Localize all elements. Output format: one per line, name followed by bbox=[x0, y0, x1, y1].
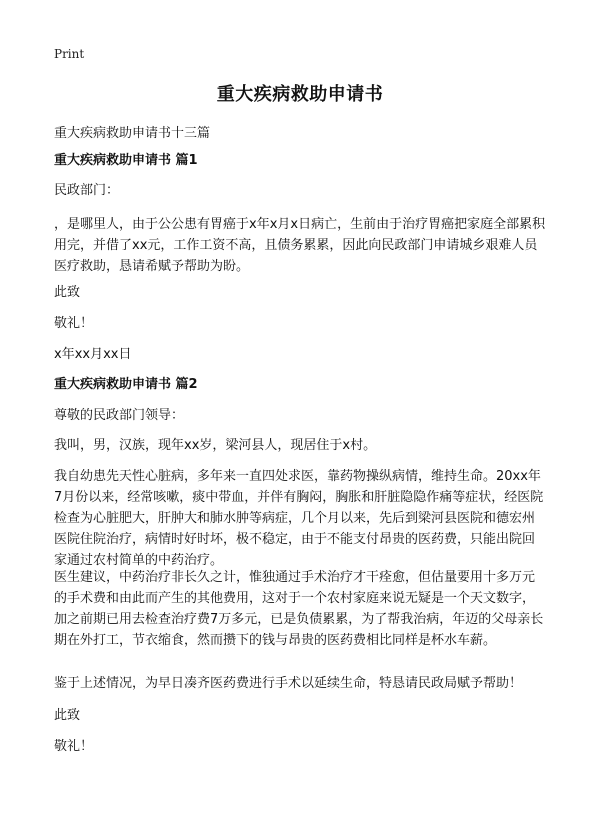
salutation: 民政部门： bbox=[54, 183, 120, 198]
body-paragraph: 医生建议，中药治疗非长久之计，惟独通过手术治疗才干痊愈，但估量要用十多万元的手术费和由此而产生的其他费用，这对于一个农村家庭来说无疑是一个天文数字，加之前期已用去检查治疗费7万多元，已是负债累累，为了帮我治病，年迈的父母亲长期在外打工，节衣缩食，然而攒下的钱与昂贵的医药费相比同样是杯水车薪。 bbox=[54, 570, 544, 648]
regards-text: 敬礼！ bbox=[54, 739, 94, 754]
page-title: 重大疾病救助申请书 bbox=[216, 84, 384, 105]
body-paragraph: ，是哪里人，由于公公患有胃癌于x年x月x日病亡，生前由于治疗胃癌把家庭全部累积用完，并借了xx元，工作工资不高，且债务累累，因此向民政部门申请城乡艰难人员医疗救助，恳请希赋予帮助为盼。 bbox=[54, 217, 546, 274]
date-text: x年xx月xx日 bbox=[54, 347, 132, 362]
document-subtitle: 重大疾病救助申请书十三篇 bbox=[54, 126, 211, 141]
closing-text: 此致 bbox=[54, 285, 81, 300]
section-heading: 重大疾病救助申请书 篇2 bbox=[54, 377, 198, 392]
salutation: 尊敬的民政部门领导： bbox=[54, 408, 185, 423]
body-paragraph: 我自幼患先天性心脏病，多年来一直四处求医，靠药物操纵病情，维持生命。20xx年7月份以来，经常咳嗽，痰中带血，并伴有胸闷，胸胀和肝脏隐隐作痛等症状，经医院检查为心脏肥大，肝肿大和肺水肿等病症，几个月以来，先后到梁河县医院和德宏州医院住院治疗，病情时好时坏，极不稳定，由于不能支付昂贵的医药费，只能出院回家通过农村简单的中药治疗。 bbox=[54, 469, 544, 568]
closing-text: 此致 bbox=[54, 708, 81, 723]
body-paragraph: 鉴于上述情况，为早日凑齐医药费进行手术以延续生命，特恳请民政局赋予帮助！ bbox=[54, 676, 523, 691]
body-paragraph: 我叫，男，汉族，现年xx岁，梁河县人，现居住于x村。 bbox=[54, 438, 377, 453]
section-heading: 重大疾病救助申请书 篇1 bbox=[54, 153, 198, 168]
print-link[interactable]: Print bbox=[54, 47, 85, 61]
regards-text: 敬礼！ bbox=[54, 316, 94, 331]
